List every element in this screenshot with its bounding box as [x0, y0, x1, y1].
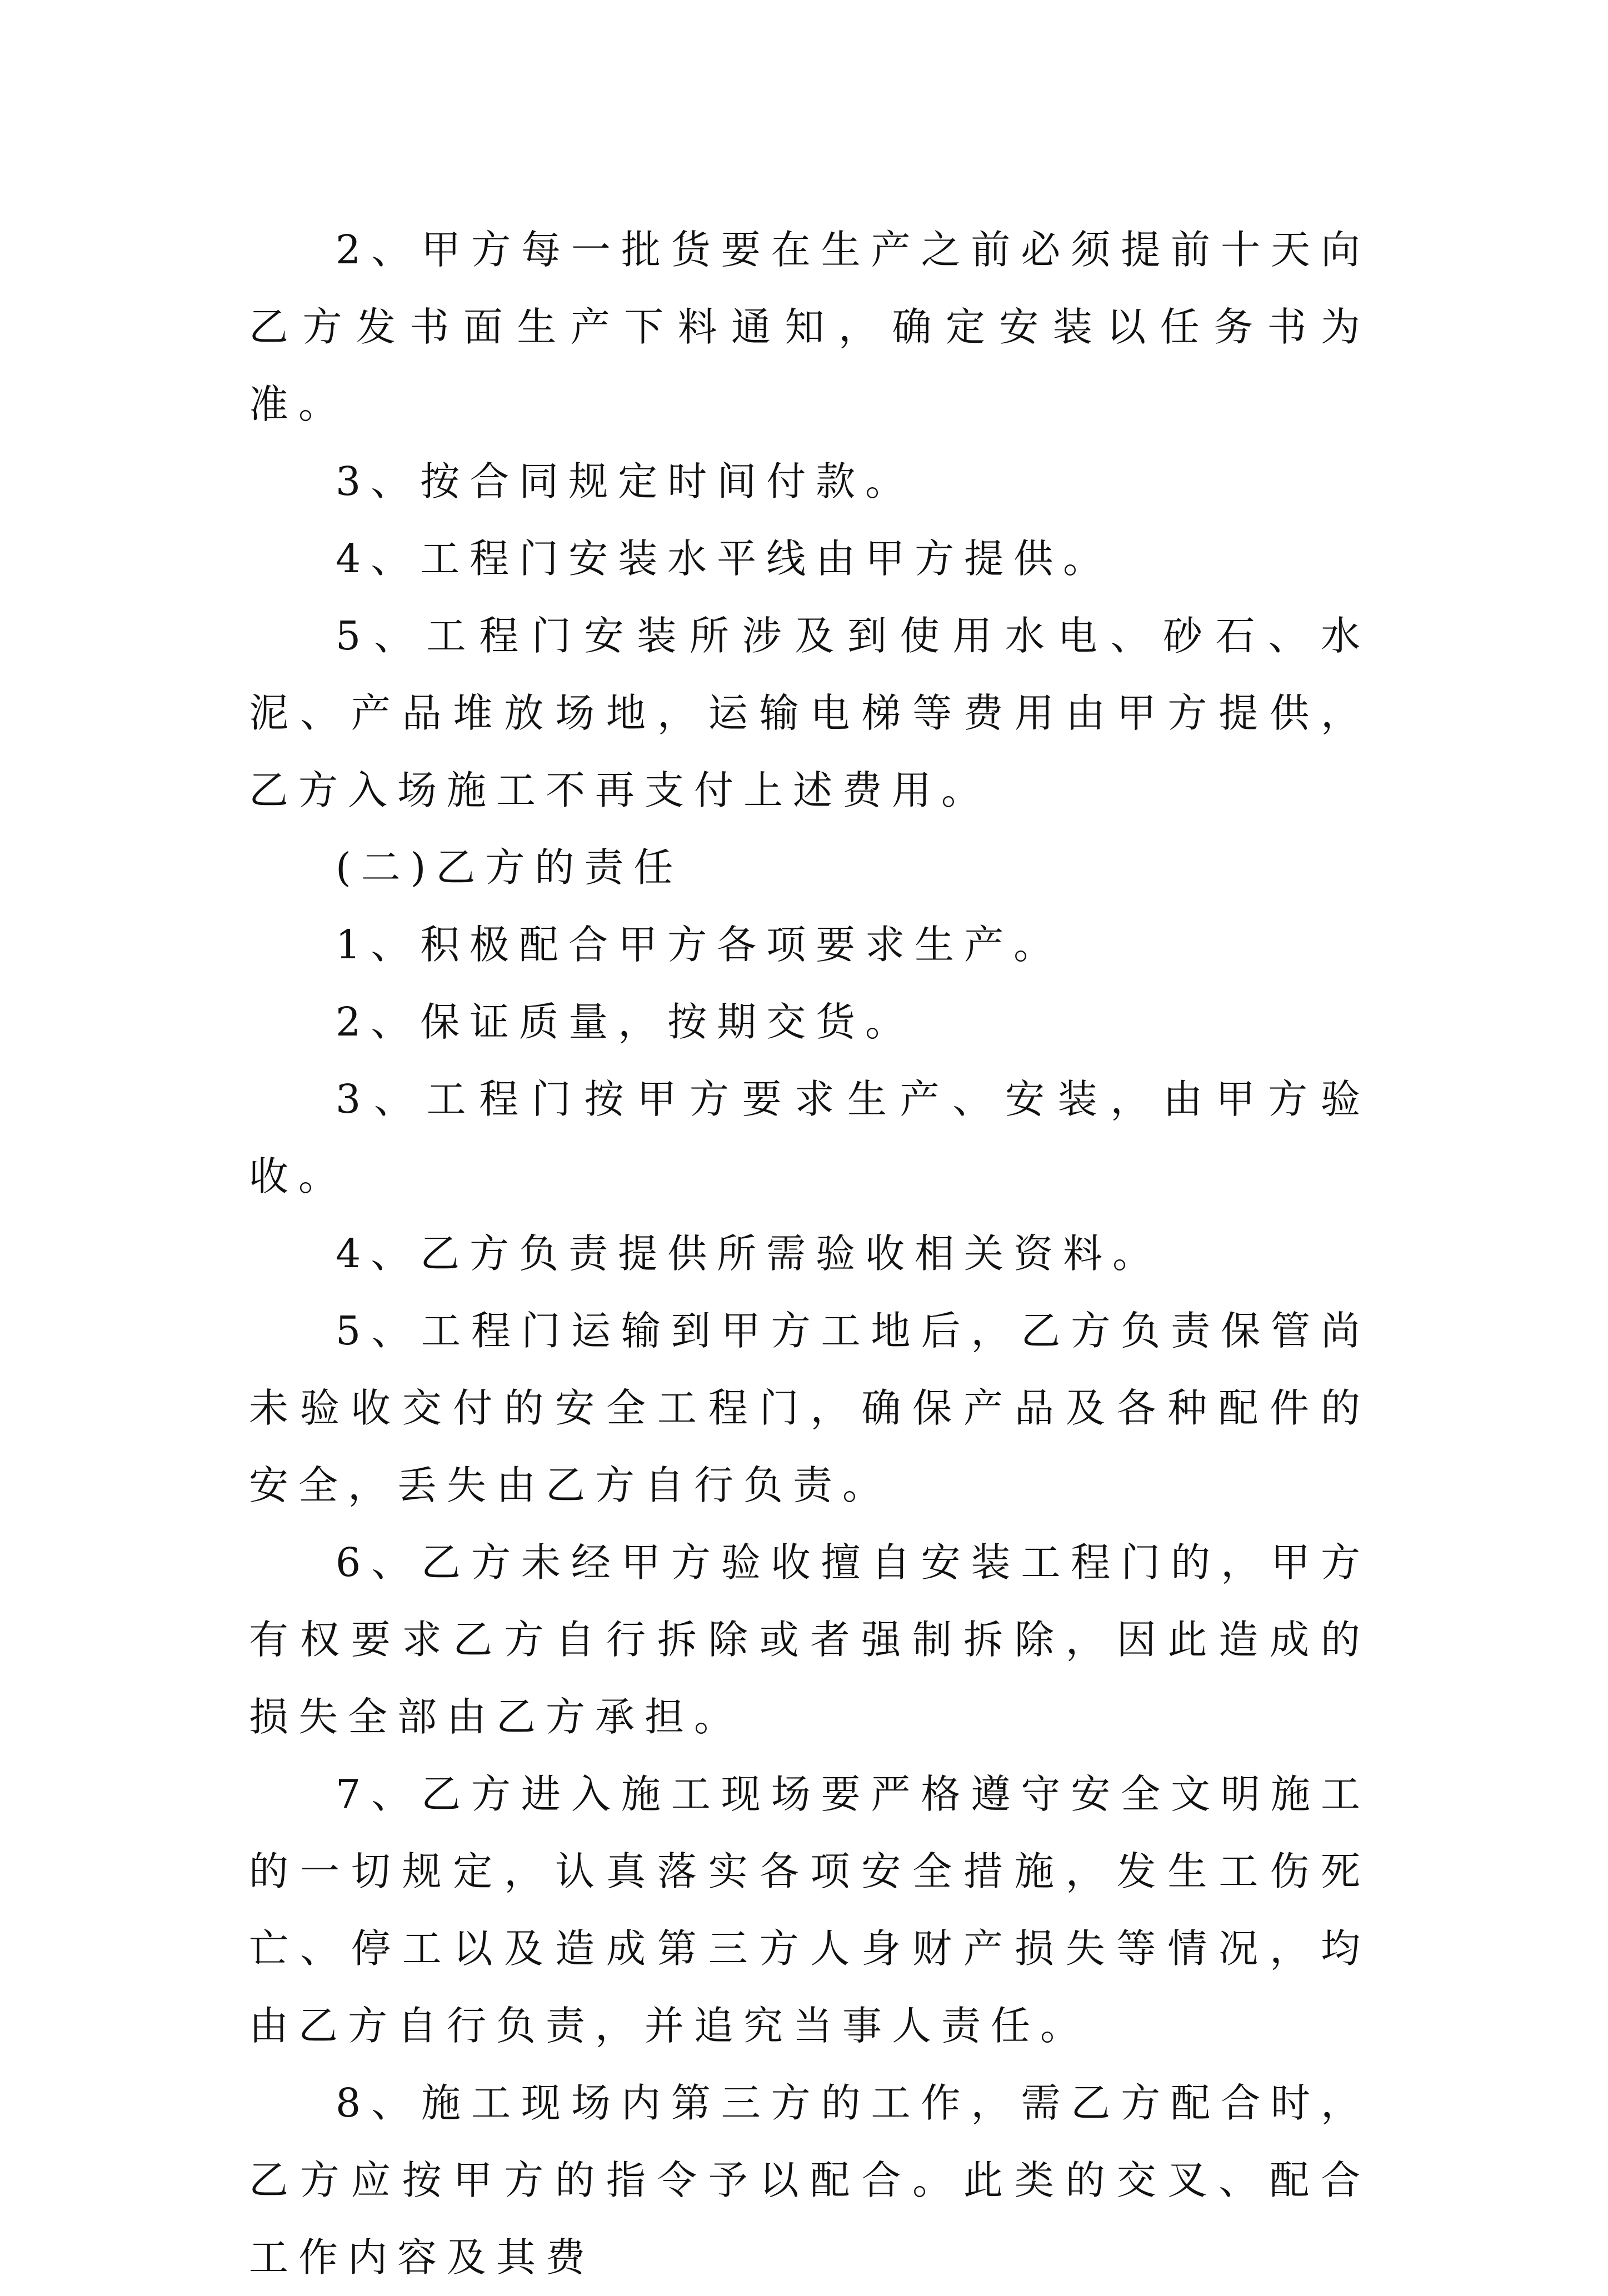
paragraph-party-b-item-6: 6、乙方未经甲方验收擅自安装工程门的，甲方有权要求乙方自行拆除或者强制拆除，因此造成的损失全部由乙方承担。: [249, 1539, 1370, 1740]
paragraph-party-b-item-3: 3、工程门按甲方要求生产、安装，由甲方验收。: [249, 1076, 1370, 1199]
paragraph-party-b-item-8: 8、施工现场内第三方的工作，需乙方配合时，乙方应按甲方的指令予以配合。此类的交叉、配合工作内容及其费: [249, 2080, 1370, 2280]
paragraph-party-a-item-5: 5、工程门安装所涉及到使用水电、砂石、水泥、产品堆放场地，运输电梯等费用由甲方提供，乙方入场施工不再支付上述费用。: [249, 613, 1370, 813]
paragraph-party-a-item-2: 2、甲方每一批货要在生产之前必须提前十天向乙方发书面生产下料通知，确定安装以任务书为准。: [249, 227, 1370, 427]
paragraph-party-a-item-4: 4、工程门安装水平线由甲方提供。: [336, 536, 1113, 582]
paragraph-party-b-item-5: 5、工程门运输到甲方工地后，乙方负责保管尚未验收交付的安全工程门，确保产品及各种配件的安全，丢失由乙方自行负责。: [249, 1308, 1370, 1508]
paragraph-party-b-item-2: 2、保证质量，按期交货。: [336, 999, 915, 1045]
paragraph-party-b-item-1: 1、积极配合甲方各项要求生产。: [336, 922, 1063, 968]
paragraph-party-b-item-4: 4、乙方负责提供所需验收相关资料。: [336, 1230, 1162, 1277]
paragraph-party-b-item-7: 7、乙方进入施工现场要严格遵守安全文明施工的一切规定，认真落实各项安全措施，发生工伤死亡、停工以及造成第三方人身财产损失等情况，均由乙方自行负责，并追究当事人责任。: [249, 1771, 1370, 2049]
document-body: [249, 211, 1370, 2296]
paragraph-party-a-item-3: 3、按合同规定时间付款。: [336, 458, 915, 504]
section-heading-party-b: (二)乙方的责任: [336, 844, 683, 891]
